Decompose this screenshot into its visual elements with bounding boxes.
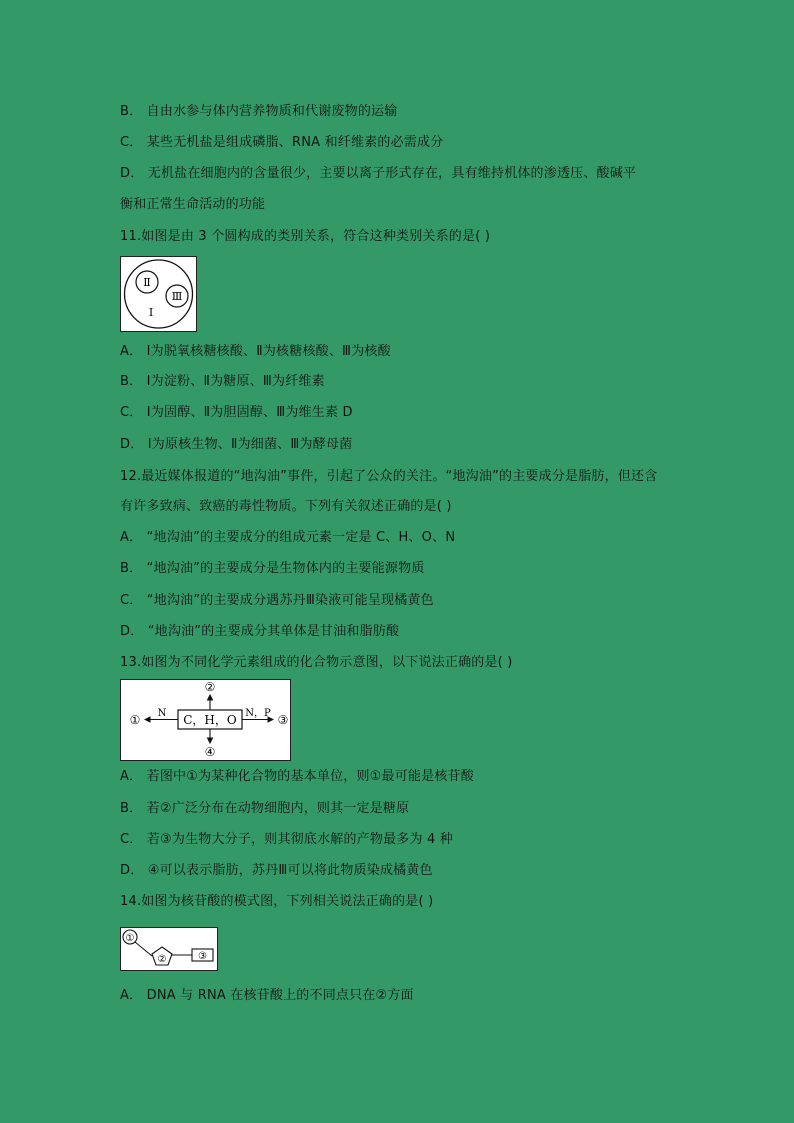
- q11-venn-figure: [120, 256, 197, 332]
- q12-option-b: B． “地沟油”的主要成分是生物体内的主要能源物质: [120, 561, 425, 576]
- q11-option-c: C． Ⅰ为固醇、Ⅱ为胆固醇、Ⅲ为维生素 D: [120, 405, 353, 420]
- center-label: C，H，O: [183, 713, 237, 727]
- q13-option-a: A． 若图中①为某种化合物的基本单位，则①最可能是核苷酸: [120, 769, 474, 784]
- q12-option-c: C． “地沟油”的主要成分遇苏丹Ⅲ染液可能呈现橘黄色: [120, 593, 434, 608]
- q12-option-d: D． “地沟油”的主要成分其单体是甘油和脂肪酸: [120, 624, 400, 639]
- q10-option-d-line1: D． 无机盐在细胞内的含量很少，主要以离子形式存在，具有维持机体的渗透压、酸碱平: [120, 166, 637, 181]
- q10-option-c: C． 某些无机盐是组成磷脂、RNA 和纤维素的必需成分: [120, 135, 444, 150]
- q11-stem: 11.如图是由 3 个圆构成的类别关系，符合这种类别关系的是( ): [120, 229, 491, 244]
- q14-option-a: A． DNA 与 RNA 在核苷酸上的不同点只在②方面: [120, 988, 414, 1003]
- label-i: Ⅰ: [148, 306, 154, 319]
- label-ii: Ⅱ: [143, 276, 151, 289]
- q13-stem: 13.如图为不同化学元素组成的化合物示意图，以下说法正确的是( ): [120, 655, 513, 670]
- q12-option-a: A． “地沟油”的主要成分的组成元素一定是 C、H、O、N: [120, 530, 456, 545]
- node-4: ④: [204, 745, 216, 759]
- q14-stem: 14.如图为核苷酸的模式图，下列相关说法正确的是( ): [120, 894, 434, 909]
- q10-option-b: B． 自由水参与体内营养物质和代谢废物的运输: [120, 104, 398, 119]
- node-3: ③: [277, 713, 289, 727]
- q13-element-diagram: [120, 679, 291, 761]
- label-iii: Ⅲ: [171, 290, 183, 303]
- node-1: ①: [129, 713, 141, 727]
- right-arrow-label: N，P: [245, 708, 271, 719]
- node-1: ①: [125, 933, 135, 944]
- node-2: ②: [204, 680, 216, 694]
- q10-option-d-line2: 衡和正常生命活动的功能: [120, 197, 266, 212]
- q13-option-c: C． 若③为生物大分子，则其彻底水解的产物最多为 4 种: [120, 832, 453, 847]
- q11-option-d: D． Ⅰ为原核生物、Ⅱ为细菌、Ⅲ为酵母菌: [120, 437, 353, 452]
- q13-option-b: B． 若②广泛分布在动物细胞内，则其一定是糖原: [120, 801, 410, 816]
- q12-stem-line1: 12.最近媒体报道的“地沟油”事件，引起了公众的关注。“地沟油”的主要成分是脂肪，但还含: [120, 469, 658, 484]
- left-arrow-label: N: [157, 708, 167, 719]
- q11-option-a: A． Ⅰ为脱氧核糖核酸、Ⅱ为核糖核酸、Ⅲ为核酸: [120, 344, 391, 359]
- q11-option-b: B． Ⅰ为淀粉、Ⅱ为糖原、Ⅲ为纤维素: [120, 374, 325, 389]
- node-3: ③: [198, 951, 207, 962]
- q12-stem-line2: 有许多致病、致癌的毒性物质。下列有关叙述正确的是( ): [120, 499, 452, 514]
- q13-option-d: D． ④可以表示脂肪，苏丹Ⅲ可以将此物质染成橘黄色: [120, 863, 433, 878]
- node-2: ②: [157, 954, 167, 965]
- q14-nucleotide-diagram: [120, 927, 218, 971]
